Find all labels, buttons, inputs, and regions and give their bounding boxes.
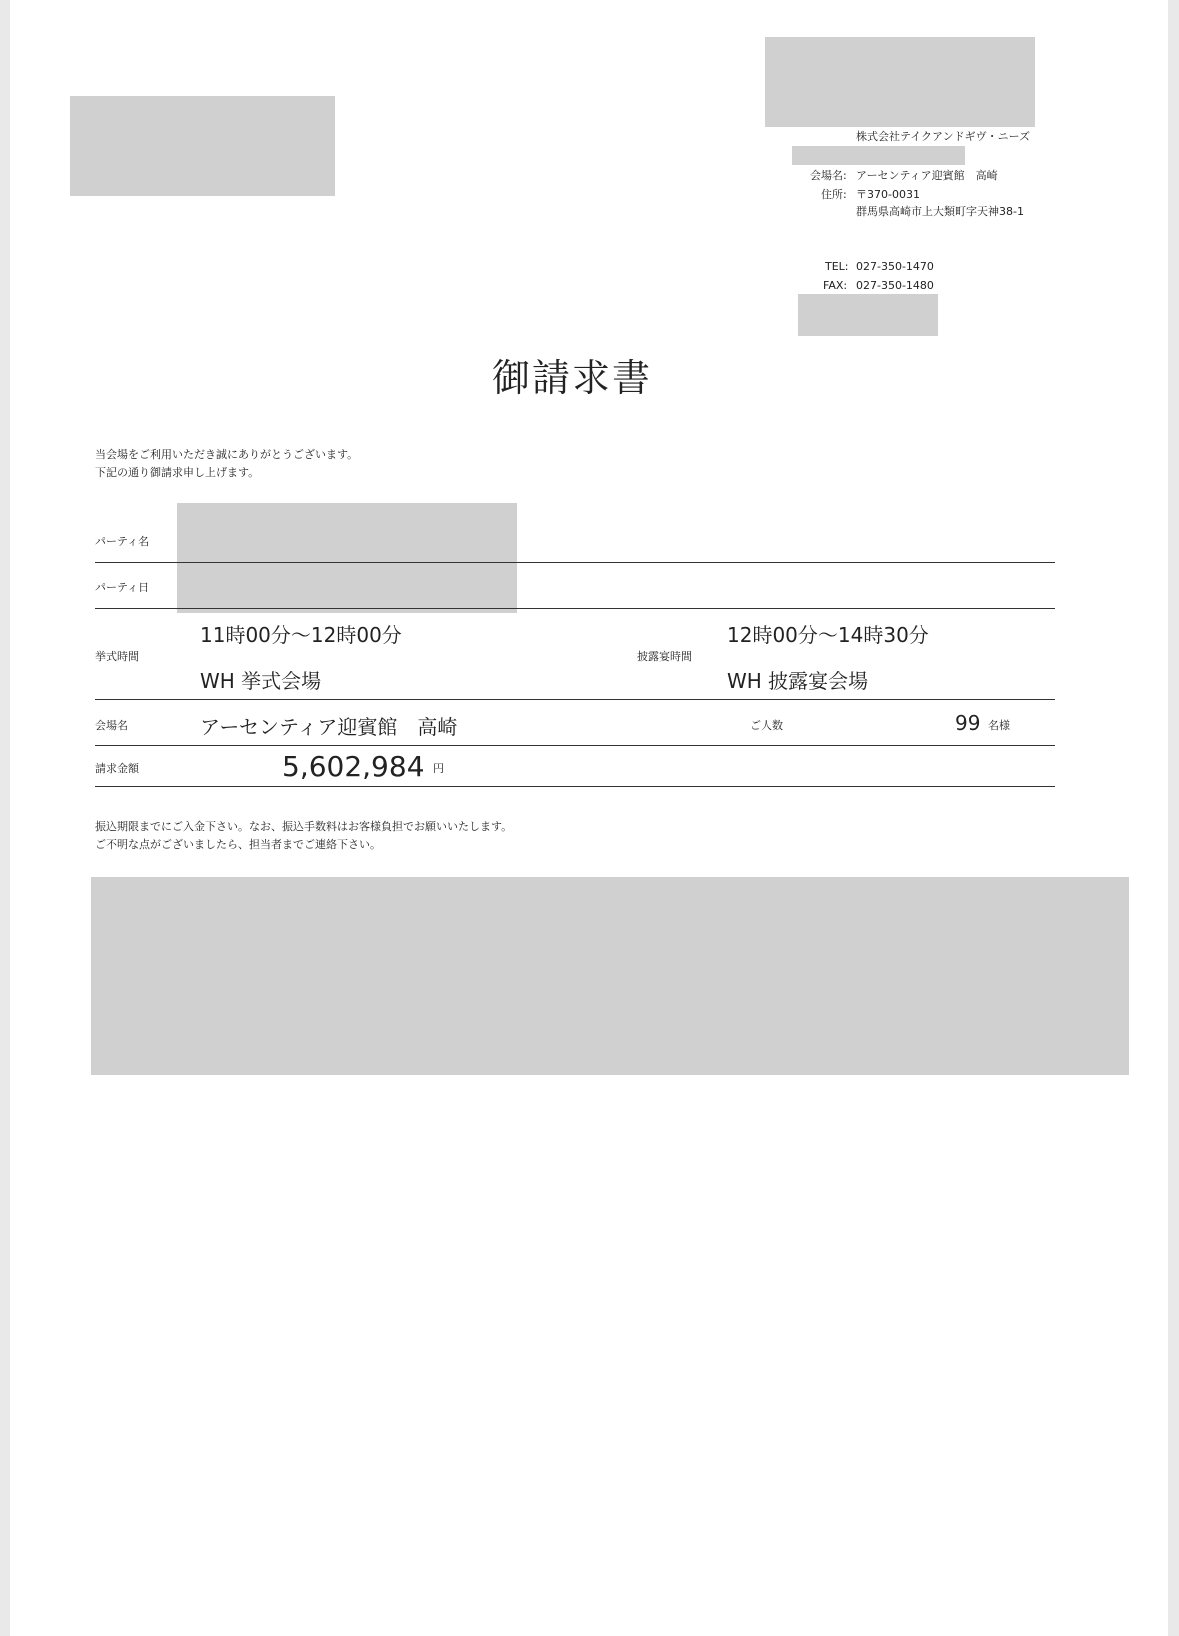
sender-address: 群馬県高崎市上大類町字天神38-1: [856, 205, 1024, 218]
note-line-1: 振込期限までにご入金下さい。なお、振込手数料はお客様負担でお願いいたします。: [95, 820, 513, 833]
ceremony-place: WH 挙式会場: [200, 669, 322, 693]
redacted-bank-info: [91, 877, 1129, 1075]
redacted-recipient: [70, 96, 335, 196]
invoice-amount: 5,602,984: [282, 750, 425, 783]
intro-line-1: 当会場をご利用いただき誠にありがとうございます。: [95, 448, 359, 461]
redacted-logo: [765, 37, 1035, 127]
sender-venue: アーセンティア迎賓館 高崎: [856, 169, 998, 182]
reception-place: WH 披露宴会場: [727, 669, 869, 693]
invoice-page: [10, 0, 1168, 1636]
reception-time-label: 披露宴時間: [637, 650, 692, 663]
sender-company: 株式会社テイクアンドギヴ・ニーズ: [856, 130, 1031, 143]
party-date-label: パーティ日: [95, 581, 150, 594]
row-divider: [95, 562, 1055, 563]
amount-unit: 円: [433, 762, 444, 775]
redacted-stamp: [798, 294, 938, 336]
sender-fax: 027-350-1480: [856, 279, 934, 292]
row-divider: [95, 608, 1055, 609]
row-divider: [95, 699, 1055, 700]
sender-tel: 027-350-1470: [856, 260, 934, 273]
guests-count: 99: [955, 711, 981, 735]
sender-tel-label: TEL:: [825, 260, 849, 273]
document-title: 御請求書: [492, 356, 653, 400]
amount-label: 請求金額: [95, 762, 139, 775]
note-line-2: ご不明な点がございましたら、担当者までご連絡下さい。: [95, 838, 381, 851]
reception-time: 12時00分〜14時30分: [727, 623, 929, 647]
guests-label: ご人数: [750, 719, 783, 732]
redacted-party-info: [177, 503, 517, 613]
sender-postal: 〒370-0031: [856, 188, 920, 201]
ceremony-time-label: 挙式時間: [95, 650, 139, 663]
venue-label: 会場名: [95, 719, 128, 732]
sender-address-label: 住所:: [821, 188, 847, 201]
sender-venue-label: 会場名:: [810, 169, 847, 182]
row-divider: [95, 786, 1055, 787]
sender-fax-label: FAX:: [823, 279, 848, 292]
venue-name: アーセンティア迎賓館 高崎: [200, 715, 458, 739]
intro-line-2: 下記の通り御請求申し上げます。: [95, 466, 260, 479]
ceremony-time: 11時00分〜12時00分: [200, 623, 402, 647]
guests-unit: 名様: [988, 719, 1010, 732]
row-divider: [95, 745, 1055, 746]
party-name-label: パーティ名: [95, 535, 150, 548]
redacted-sender-line: [792, 146, 965, 165]
